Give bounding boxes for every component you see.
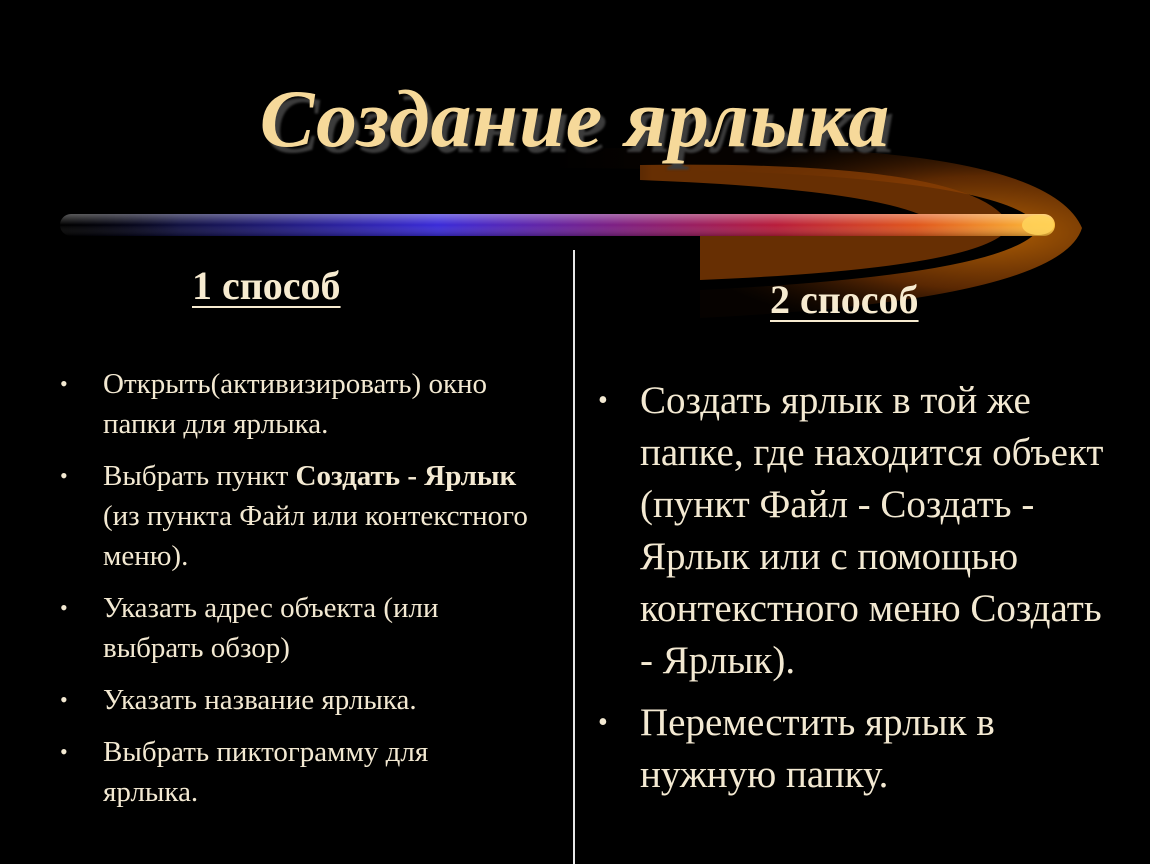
list-item — [598, 375, 1118, 687]
list-item-text: Открыть(активизировать) окно папки для ярлыка. — [103, 368, 488, 440]
list-item — [60, 456, 530, 576]
bullet-icon: • — [60, 463, 68, 488]
bullet-icon: • — [60, 371, 68, 396]
method-1-heading: 1 способ — [192, 263, 341, 308]
bullet-icon: • — [60, 595, 68, 620]
bullet-icon: • — [598, 385, 608, 416]
method-2-heading: 2 способ — [770, 277, 919, 322]
list-item-text: Указать название ярлыка. — [103, 684, 417, 716]
list-item — [598, 697, 1118, 801]
method-2-steps — [598, 375, 1118, 811]
list-item-emphasis: Создать - Ярлык — [295, 460, 517, 492]
list-item-text: Переместить ярлык в нужную папку. — [640, 701, 995, 796]
list-item-text: Создать ярлык в той же папке, где находится объект (пункт Файл - Создать - Ярлык или с помощью контекстного меню Создать - Ярлык). — [640, 379, 1104, 682]
list-item-text: (из пункта Файл или контекстного меню). — [103, 500, 528, 572]
bullet-icon: • — [60, 687, 68, 712]
bullet-icon: • — [598, 707, 608, 738]
list-item-text: Выбрать пиктограмму для ярлыка. — [103, 736, 429, 808]
list-item — [60, 588, 530, 668]
list-item-text: Указать адрес объекта (или выбрать обзор) — [103, 592, 439, 664]
list-item — [60, 732, 530, 812]
slide-title: Создание ярлыка — [259, 73, 891, 164]
bullet-icon: • — [60, 739, 68, 764]
list-item — [60, 680, 530, 720]
list-item-text: Выбрать пункт — [103, 460, 296, 492]
method-1-steps — [60, 364, 530, 824]
column-divider — [573, 250, 575, 864]
list-item — [60, 364, 530, 444]
